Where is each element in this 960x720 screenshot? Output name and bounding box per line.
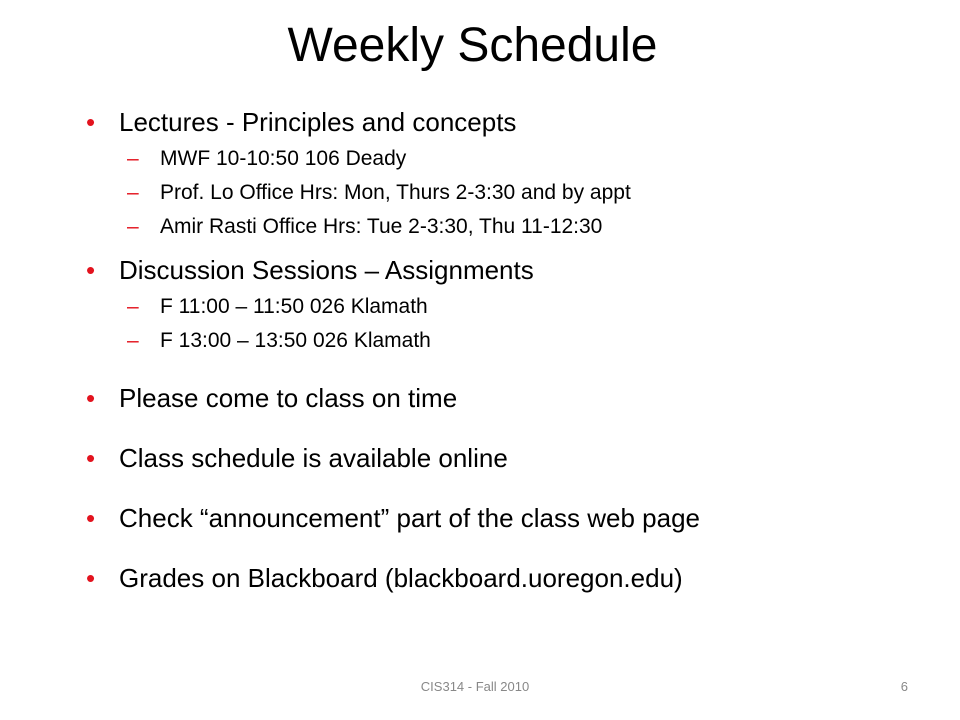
bullet-item-lectures xyxy=(86,102,946,244)
bullet-item-discussion xyxy=(86,250,946,358)
bullet-dot-icon: • xyxy=(86,107,96,137)
sub-item xyxy=(86,210,946,244)
slide-title: Weekly Schedule xyxy=(287,19,658,72)
bullet-item-schedule-online xyxy=(86,438,946,478)
dash-icon: – xyxy=(127,147,139,170)
slide-number: 6 xyxy=(900,679,908,694)
sub-item-text: Amir Rasti Office Hrs: Tue 2-3:30, Thu 11-12:30 xyxy=(160,215,603,238)
bullet-text: Lectures - Principles and concepts xyxy=(119,107,517,137)
bullet-list xyxy=(86,102,946,598)
bullet-dot-icon: • xyxy=(86,563,96,593)
bullet-dot-icon: • xyxy=(86,255,96,285)
bullet-text: Discussion Sessions – Assignments xyxy=(119,255,534,285)
sub-list-discussion xyxy=(119,290,946,358)
bullet-item-grades xyxy=(86,558,946,598)
dash-icon: – xyxy=(127,181,139,204)
sub-item xyxy=(86,290,946,324)
sub-item xyxy=(86,142,946,176)
bullet-dot-icon: • xyxy=(86,503,96,533)
dash-icon: – xyxy=(127,295,139,318)
bullet-dot-icon: • xyxy=(86,383,96,413)
bullet-text: Please come to class on time xyxy=(119,383,458,413)
bullet-text: Check “announcement” part of the class web page xyxy=(119,503,701,533)
sub-item-text: F 13:00 – 13:50 026 Klamath xyxy=(160,329,431,352)
sub-list-lectures xyxy=(119,142,946,244)
sub-item xyxy=(86,324,946,358)
bullet-text: Grades on Blackboard (blackboard.uoregon.edu) xyxy=(119,563,683,593)
bullet-dot-icon: • xyxy=(86,443,96,473)
dash-icon: – xyxy=(127,329,139,352)
dash-icon: – xyxy=(127,215,139,238)
bullet-item-announcement xyxy=(86,498,946,538)
sub-item-text: Prof. Lo Office Hrs: Mon, Thurs 2-3:30 and by appt xyxy=(160,181,631,204)
bullet-item-on-time xyxy=(86,378,946,418)
sub-item xyxy=(86,176,946,210)
sub-item-text: MWF 10-10:50 106 Deady xyxy=(160,147,407,170)
bullet-text: Class schedule is available online xyxy=(119,443,508,473)
sub-item-text: F 11:00 – 11:50 026 Klamath xyxy=(160,295,428,318)
slide-footer: CIS314 - Fall 2010 xyxy=(420,679,530,694)
